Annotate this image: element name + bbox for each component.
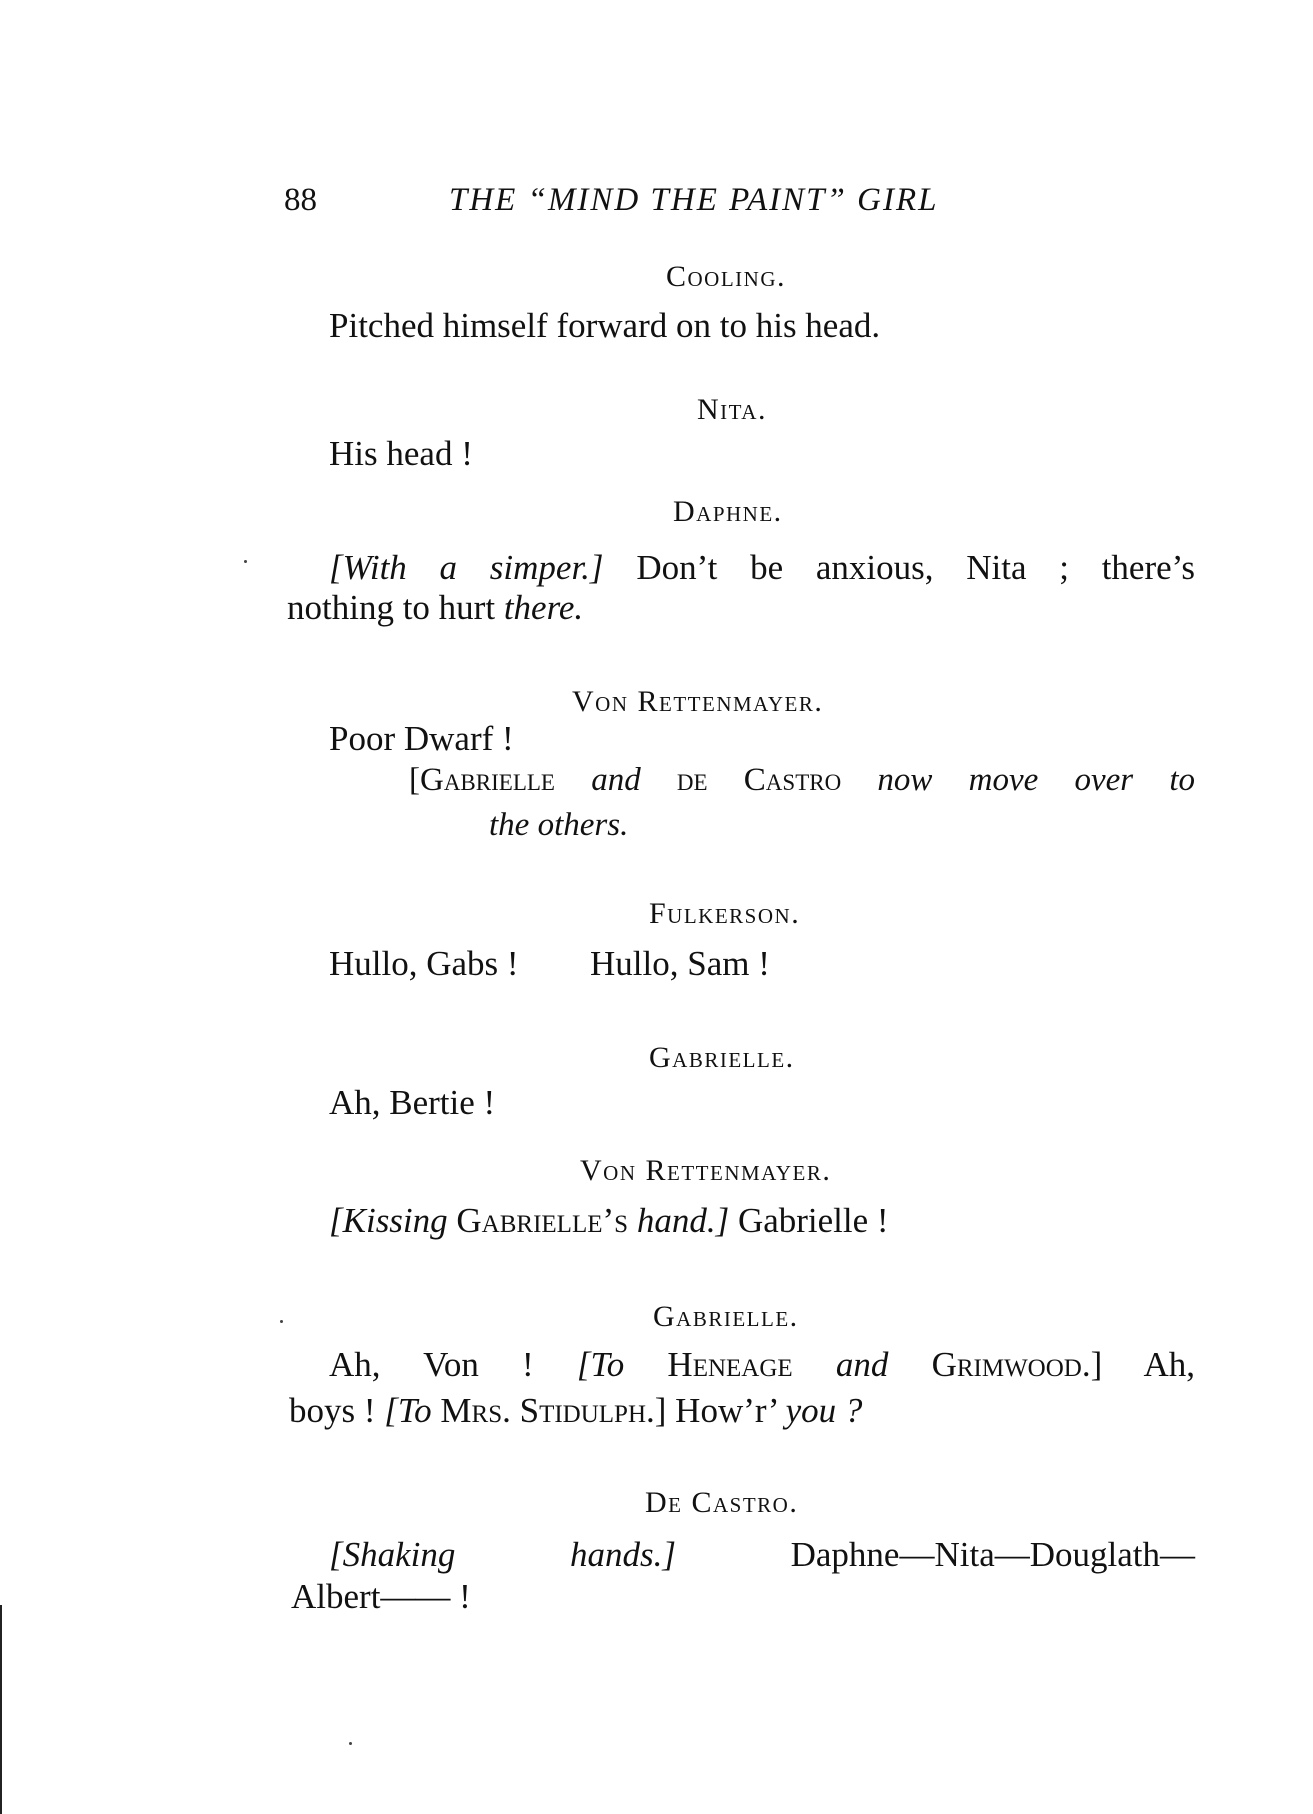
speaker-von-rettenmayer: Von Rettenmayer. xyxy=(580,1154,832,1187)
stage-direction: [To xyxy=(384,1391,432,1430)
stage-direction: hand.] xyxy=(636,1201,730,1240)
speaker-gabrielle: Gabrielle. xyxy=(649,1041,795,1074)
dialogue-line xyxy=(287,588,583,628)
stage-direction: and xyxy=(835,1345,889,1384)
dialogue-line xyxy=(329,1345,1195,1385)
stage-text: the others. xyxy=(489,807,629,843)
dialogue-line xyxy=(329,548,1195,588)
character-name: [Gabrielle xyxy=(409,762,555,798)
dialogue-line: Hullo, Sam ! xyxy=(590,944,770,983)
dialogue-line: Ah, Bertie ! xyxy=(329,1083,496,1122)
scan-speck xyxy=(244,560,247,563)
character-name: de Castro xyxy=(676,762,842,798)
speaker-von-rettenmayer: Von Rettenmayer. xyxy=(572,685,824,718)
dialogue-line: Pitched himself forward on to his head. xyxy=(329,306,881,345)
stage-direction: [Kissing xyxy=(329,1201,448,1240)
dialogue-text: Ah, Von ! xyxy=(329,1345,534,1384)
dialogue-line xyxy=(329,1535,1195,1575)
speaker-daphne: Daphne. xyxy=(673,495,783,528)
stage-text: and xyxy=(591,762,641,798)
dialogue-text: Gabrielle ! xyxy=(737,1201,889,1240)
dialogue-text: nothing to hurt xyxy=(287,588,496,627)
character-name: Mrs. Stidulph.] xyxy=(440,1391,667,1430)
stage-text: now move over to xyxy=(877,762,1196,798)
character-name: Grimwood.] xyxy=(931,1345,1103,1384)
page-number: 88 xyxy=(284,182,317,218)
speaker-de-castro: De Castro. xyxy=(645,1486,799,1519)
stage-direction-line xyxy=(489,807,628,844)
dialogue-line xyxy=(329,1201,889,1241)
speaker-fulkerson: Fulkerson. xyxy=(649,897,801,930)
scan-speck xyxy=(280,1320,283,1323)
stage-direction xyxy=(409,762,1195,799)
dialogue-line: Albert—— ! xyxy=(291,1577,471,1616)
dialogue-text: Ah, xyxy=(1143,1345,1196,1384)
dialogue-line: Poor Dwarf ! xyxy=(329,719,514,758)
emphasis: you ? xyxy=(785,1391,863,1430)
character-name: Gabrielle’s xyxy=(456,1201,629,1240)
character-name: Heneage xyxy=(667,1345,793,1384)
running-title: THE “MIND THE PAINT” GIRL xyxy=(449,182,939,218)
dialogue-text: How’r’ xyxy=(675,1391,777,1430)
dialogue-line: Hullo, Gabs ! xyxy=(329,944,519,983)
stage-direction: [Shaking hands.] xyxy=(329,1535,676,1574)
dialogue-line: His head ! xyxy=(329,434,473,473)
emphasis: there. xyxy=(503,588,584,627)
speaker-gabrielle: Gabrielle. xyxy=(653,1300,799,1333)
stage-direction: [To xyxy=(576,1345,625,1384)
speaker-nita: Nita. xyxy=(697,393,767,426)
scan-speck xyxy=(349,1742,352,1745)
dialogue-line xyxy=(289,1391,862,1431)
dialogue-text: Daphne—Nita—Douglath— xyxy=(790,1535,1195,1574)
dialogue-text: boys ! xyxy=(289,1391,376,1430)
dialogue-text: Don’t be anxious, Nita ; there’s xyxy=(636,548,1196,587)
scan-edge-line xyxy=(0,1605,2,1814)
stage-direction: [With a simper.] xyxy=(329,548,604,587)
speaker-cooling: Cooling. xyxy=(666,260,786,293)
